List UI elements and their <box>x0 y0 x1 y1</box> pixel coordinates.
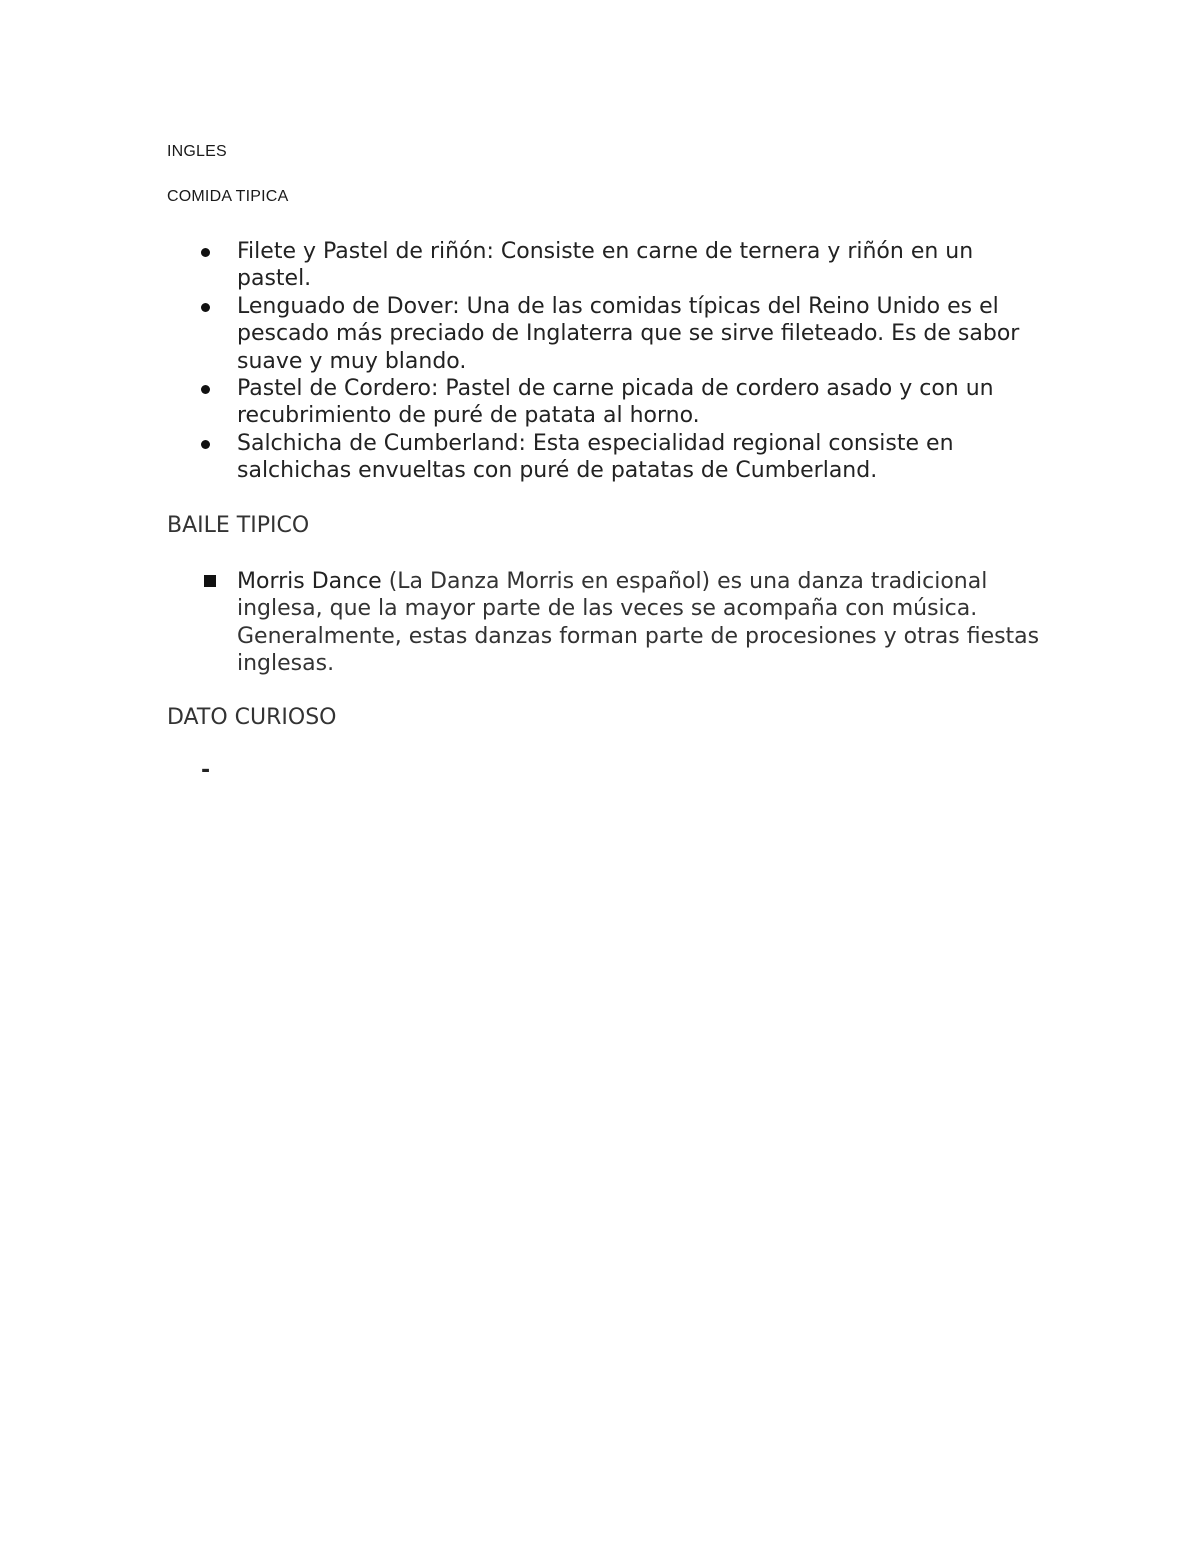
list-item <box>167 293 1047 375</box>
food-list <box>167 238 1047 485</box>
list-item <box>167 568 1047 677</box>
bullet-disc-icon <box>201 303 210 312</box>
dance-list <box>167 568 1047 677</box>
bullet-square-icon <box>204 575 216 587</box>
food-item-text: Salchicha de Cumberland: Esta especialidad regional consiste en salchichas envueltas con puré de patatas de Cumberland. <box>237 430 954 484</box>
bullet-disc-icon <box>201 248 210 257</box>
section-heading-comida: COMIDA TIPICA <box>167 188 289 205</box>
list-item <box>167 375 1047 430</box>
dato-item: - <box>201 758 211 783</box>
dance-name: Morris Dance <box>237 569 382 594</box>
section-heading-dato: DATO CURIOSO <box>167 705 337 730</box>
list-item <box>167 430 1047 485</box>
food-item-text: Filete y Pastel de riñón: Consiste en carne de ternera y riñón en un pastel. <box>237 239 974 292</box>
list-item <box>167 238 1047 293</box>
food-item-text: Pastel de Cordero: Pastel de carne picada de cordero asado y con un recubrimiento de puré de patata al horno. <box>237 376 994 429</box>
food-item-text: Lenguado de Dover: Una de las comidas típicas del Reino Unido es el pescado más preciado de Inglaterra que se sirve fileteado. Es de sabor suave y muy blando. <box>237 293 1020 374</box>
bullet-disc-icon <box>201 385 210 394</box>
section-heading-baile: BAILE TIPICO <box>167 513 310 538</box>
bullet-disc-icon <box>201 440 210 449</box>
dance-description: (La Danza Morris en español) es una danza tradicional inglesa, que la mayor parte de las veces se acompaña con música. Generalmente, estas danzas forman parte de procesiones y otras fiestas inglesas. <box>237 569 1040 676</box>
document-title: INGLES <box>167 143 227 160</box>
